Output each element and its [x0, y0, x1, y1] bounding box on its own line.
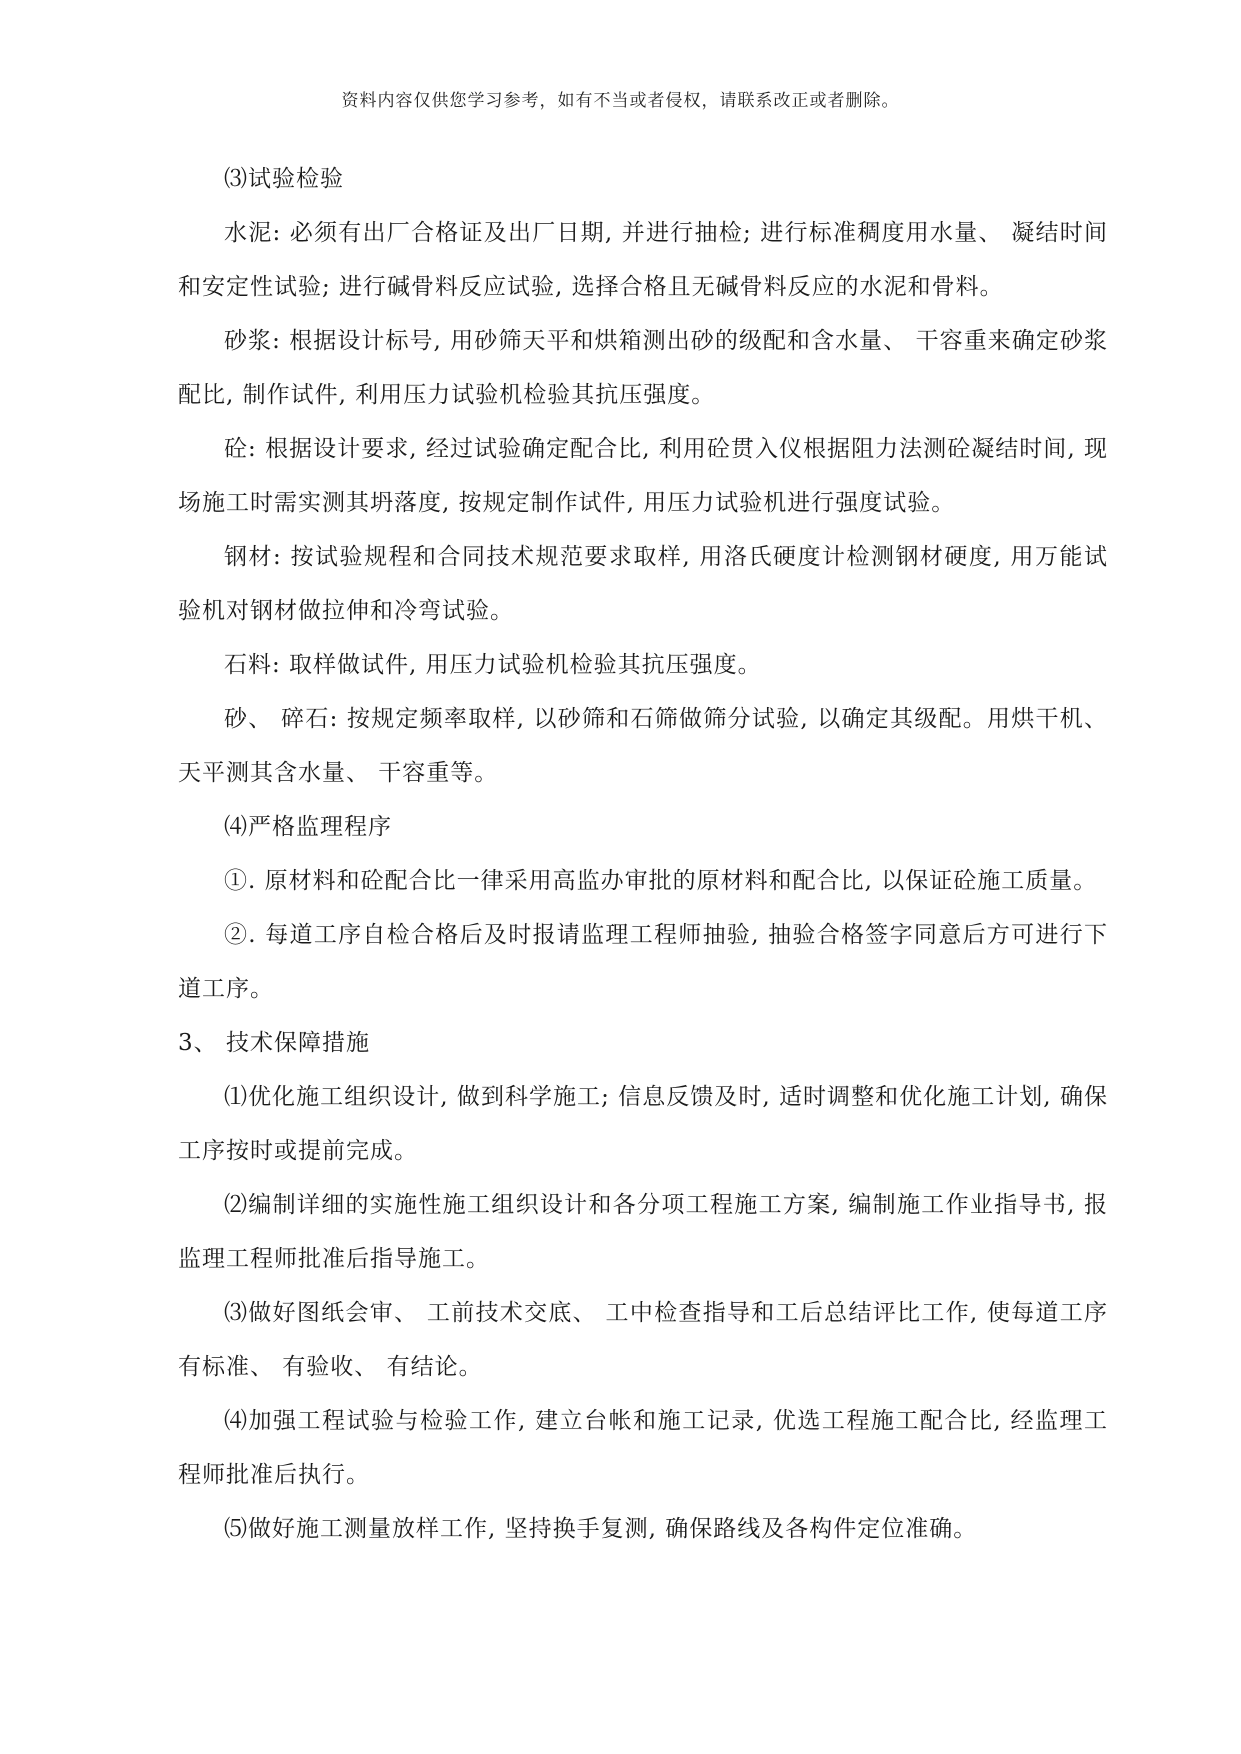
paragraph-stone: 石料: 取样做试件, 用压力试验机检验其抗压强度。	[224, 652, 762, 678]
paragraph-measure-3: ⑶做好图纸会审、 工前技术交底、 工中检查指导和工后总结评比工作, 使每道工序有标准、 有验收、 有结论。	[178, 1300, 1108, 1380]
document-body	[178, 152, 1108, 1556]
paragraph-measure-4: ⑷加强工程试验与检验工作, 建立台帐和施工记录, 优选工程施工配合比, 经监理工程师批准后执行。	[178, 1408, 1108, 1488]
section-heading-technical-measures: 3、 技术保障措施	[178, 1030, 370, 1056]
paragraph-mortar: 砂浆: 根据设计标号, 用砂筛天平和烘箱测出砂的级配和含水量、 干容重来确定砂浆配比, 制作试件, 利用压力试验机检验其抗压强度。	[178, 328, 1108, 408]
paragraph-concrete: 砼: 根据设计要求, 经过试验确定配合比, 利用砼贯入仪根据阻力法测砼凝结时间, 现场施工时需实测其坍落度, 按规定制作试件, 用压力试验机进行强度试验。	[178, 436, 1108, 516]
paragraph-measure-5: ⑸做好施工测量放样工作, 坚持换手复测, 确保路线及各构件定位准确。	[224, 1516, 978, 1542]
section-heading-supervision: ⑷严格监理程序	[224, 814, 392, 840]
paragraph-supervision-1: ①. 原材料和砼配合比一律采用高监办审批的原材料和配合比, 以保证砼施工质量。	[224, 868, 1098, 894]
section-heading-test-inspection: ⑶试验检验	[224, 166, 344, 192]
paragraph-sand-gravel: 砂、 碎石: 按规定频率取样, 以砂筛和石筛做筛分试验, 以确定其级配。用烘干机、 天平测其含水量、 干容重等。	[178, 706, 1108, 786]
page-header-notice: 资料内容仅供您学习参考，如有不当或者侵权，请联系改正或者删除。	[341, 91, 900, 111]
paragraph-measure-2: ⑵编制详细的实施性施工组织设计和各分项工程施工方案, 编制施工作业指导书, 报监理工程师批准后指导施工。	[178, 1192, 1108, 1272]
paragraph-measure-1: ⑴优化施工组织设计, 做到科学施工; 信息反馈及时, 适时调整和优化施工计划, 确保工序按时或提前完成。	[178, 1084, 1108, 1164]
paragraph-supervision-2: ②. 每道工序自检合格后及时报请监理工程师抽验, 抽验合格签字同意后方可进行下道工序。	[178, 922, 1108, 1002]
paragraph-steel: 钢材: 按试验规程和合同技术规范要求取样, 用洛氏硬度计检测钢材硬度, 用万能试验机对钢材做拉伸和冷弯试验。	[178, 544, 1108, 624]
paragraph-cement: 水泥: 必须有出厂合格证及出厂日期, 并进行抽检; 进行标准稠度用水量、 凝结时间和安定性试验; 进行碱骨料反应试验, 选择合格且无碱骨料反应的水泥和骨料。	[178, 220, 1108, 300]
